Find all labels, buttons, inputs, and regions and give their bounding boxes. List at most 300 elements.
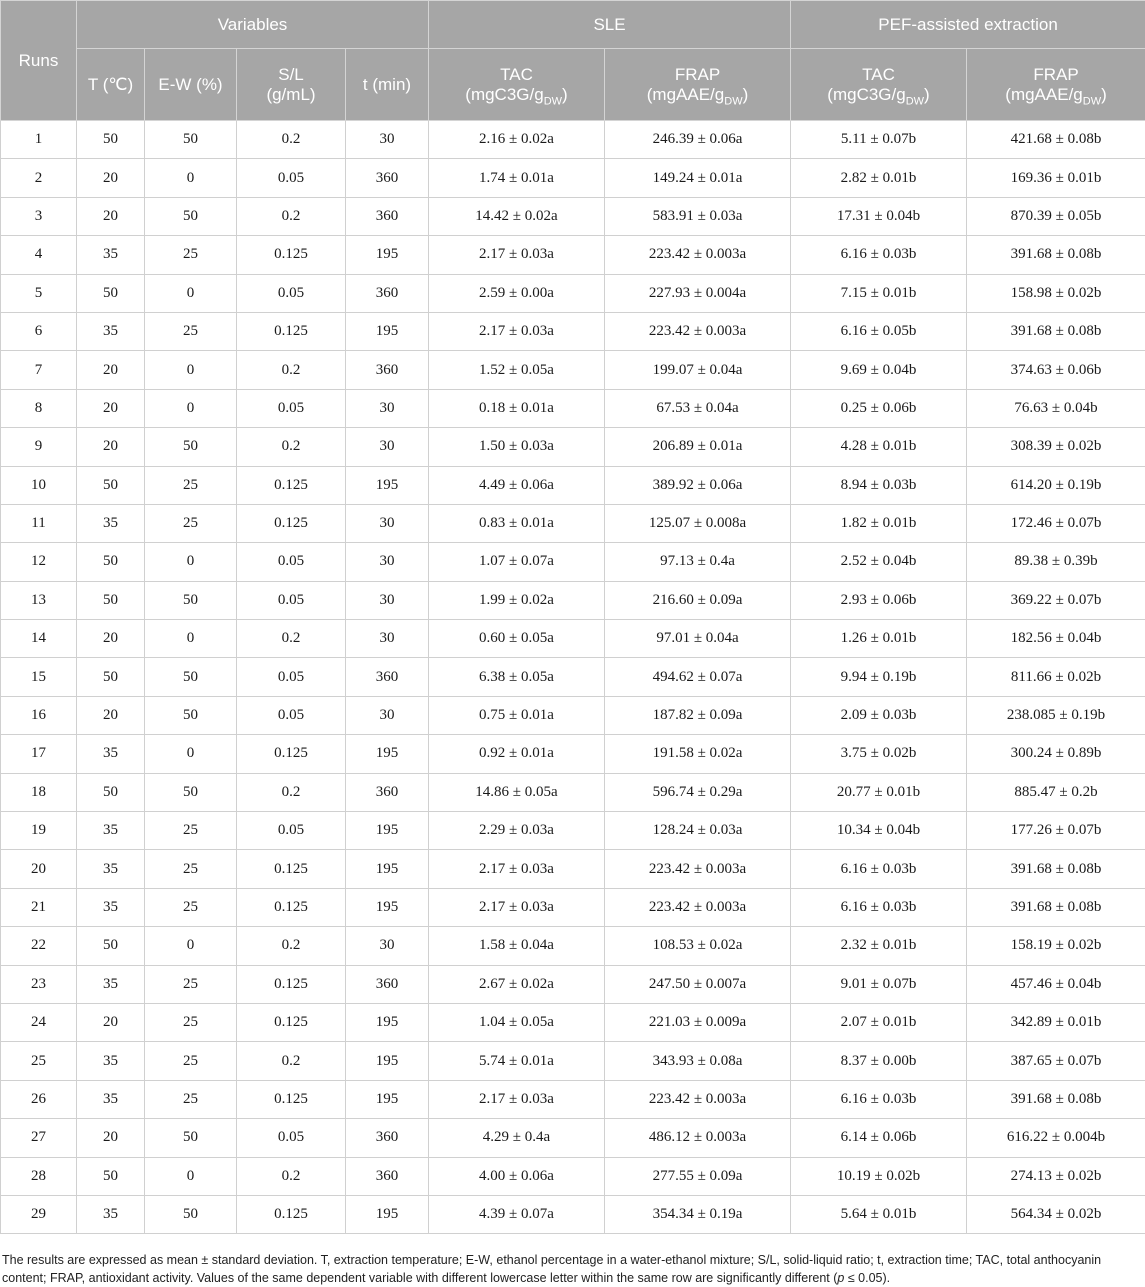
pef-tac-cell: 10.19 ± 0.02b — [791, 1157, 967, 1195]
run-cell: 27 — [1, 1119, 77, 1157]
header-tac-unit: $(mgC3G/g_{DW})$ — [791, 85, 966, 105]
time-cell: 195 — [346, 888, 429, 926]
table-row — [1, 581, 1145, 619]
table-row — [1, 312, 1145, 350]
temperature-cell: 35 — [77, 1080, 145, 1118]
solid-liquid-cell: 0.05 — [237, 696, 346, 734]
table-row — [1, 812, 1145, 850]
sle-frap-cell: 227.93 ± 0.004a — [605, 274, 791, 312]
sle-tac-cell: 1.99 ± 0.02a — [429, 581, 605, 619]
ethanol-water-cell: 0 — [145, 351, 237, 389]
temperature-cell: 35 — [77, 1042, 145, 1080]
table-row — [1, 504, 1145, 542]
run-cell: 28 — [1, 1157, 77, 1195]
pef-tac-cell: 6.14 ± 0.06b — [791, 1119, 967, 1157]
run-cell: 7 — [1, 351, 77, 389]
ethanol-water-cell: 50 — [145, 197, 237, 235]
solid-liquid-cell: 0.2 — [237, 1157, 346, 1195]
sle-frap-cell: 223.42 ± 0.003a — [605, 236, 791, 274]
header-frap-unit: $(mgAAE/g_{DW})$ — [967, 85, 1145, 105]
sle-frap-cell: 583.91 ± 0.03a — [605, 197, 791, 235]
solid-liquid-cell: 0.125 — [237, 1195, 346, 1233]
sle-tac-cell: 1.50 ± 0.03a — [429, 428, 605, 466]
temperature-cell: 50 — [77, 466, 145, 504]
header-pef-tac — [791, 49, 967, 121]
ethanol-water-cell: 50 — [145, 121, 237, 159]
ethanol-water-cell: 50 — [145, 581, 237, 619]
time-cell: 195 — [346, 812, 429, 850]
pef-tac-cell: 2.32 ± 0.01b — [791, 927, 967, 965]
pef-tac-cell: 8.37 ± 0.00b — [791, 1042, 967, 1080]
time-cell: 30 — [346, 927, 429, 965]
table-row — [1, 543, 1145, 581]
pef-frap-cell: 374.63 ± 0.06b — [967, 351, 1145, 389]
run-cell: 25 — [1, 1042, 77, 1080]
run-cell: 20 — [1, 850, 77, 888]
header-sle: SLE — [429, 1, 791, 49]
time-cell: 360 — [346, 965, 429, 1003]
time-cell: 195 — [346, 1003, 429, 1041]
sle-frap-cell: 128.24 ± 0.03a — [605, 812, 791, 850]
table-row — [1, 1195, 1145, 1233]
sle-frap-cell: 277.55 ± 0.09a — [605, 1157, 791, 1195]
run-cell: 11 — [1, 504, 77, 542]
table-header — [1, 1, 1145, 121]
sle-tac-cell: 1.58 ± 0.04a — [429, 927, 605, 965]
table-row — [1, 1003, 1145, 1041]
table-row — [1, 735, 1145, 773]
header-tac-label: TAC — [429, 65, 604, 85]
pef-tac-cell: 9.01 ± 0.07b — [791, 965, 967, 1003]
solid-liquid-cell: 0.2 — [237, 197, 346, 235]
temperature-cell: 35 — [77, 735, 145, 773]
run-cell: 13 — [1, 581, 77, 619]
temperature-cell: 50 — [77, 274, 145, 312]
pef-frap-cell: 391.68 ± 0.08b — [967, 850, 1145, 888]
solid-liquid-cell: 0.05 — [237, 543, 346, 581]
solid-liquid-cell: 0.05 — [237, 159, 346, 197]
pef-tac-cell: 0.25 ± 0.06b — [791, 389, 967, 427]
temperature-cell: 35 — [77, 1195, 145, 1233]
pef-frap-cell: 616.22 ± 0.004b — [967, 1119, 1145, 1157]
header-pef-frap — [967, 49, 1145, 121]
run-cell: 14 — [1, 620, 77, 658]
pef-frap-cell: 158.98 ± 0.02b — [967, 274, 1145, 312]
ethanol-water-cell: 0 — [145, 389, 237, 427]
temperature-cell: 50 — [77, 658, 145, 696]
time-cell: 360 — [346, 159, 429, 197]
header-runs: Runs — [1, 1, 77, 121]
table-row — [1, 696, 1145, 734]
sle-frap-cell: 125.07 ± 0.008a — [605, 504, 791, 542]
pef-tac-cell: 9.94 ± 0.19b — [791, 658, 967, 696]
time-cell: 360 — [346, 274, 429, 312]
run-cell: 10 — [1, 466, 77, 504]
pef-tac-cell: 6.16 ± 0.03b — [791, 1080, 967, 1118]
ethanol-water-cell: 50 — [145, 1119, 237, 1157]
run-cell: 8 — [1, 389, 77, 427]
solid-liquid-cell: 0.05 — [237, 274, 346, 312]
sle-tac-cell: 2.29 ± 0.03a — [429, 812, 605, 850]
time-cell: 360 — [346, 351, 429, 389]
sle-frap-cell: 199.07 ± 0.04a — [605, 351, 791, 389]
table-row — [1, 274, 1145, 312]
ethanol-water-cell: 50 — [145, 658, 237, 696]
ethanol-water-cell: 50 — [145, 696, 237, 734]
pef-frap-cell: 300.24 ± 0.89b — [967, 735, 1145, 773]
table-row — [1, 965, 1145, 1003]
ethanol-water-cell: 25 — [145, 1080, 237, 1118]
temperature-cell: 50 — [77, 927, 145, 965]
table-body — [1, 121, 1145, 1234]
run-cell: 12 — [1, 543, 77, 581]
header-time: t (min) — [346, 49, 429, 121]
ethanol-water-cell: 25 — [145, 466, 237, 504]
sle-frap-cell: 97.01 ± 0.04a — [605, 620, 791, 658]
run-cell: 2 — [1, 159, 77, 197]
table-row — [1, 351, 1145, 389]
time-cell: 30 — [346, 428, 429, 466]
header-sl-unit: (g/mL) — [237, 85, 345, 105]
table-row — [1, 389, 1145, 427]
ethanol-water-cell: 25 — [145, 812, 237, 850]
pef-frap-cell: 238.085 ± 0.19b — [967, 696, 1145, 734]
solid-liquid-cell: 0.125 — [237, 1003, 346, 1041]
solid-liquid-cell: 0.05 — [237, 1119, 346, 1157]
run-cell: 3 — [1, 197, 77, 235]
sle-frap-cell: 206.89 ± 0.01a — [605, 428, 791, 466]
time-cell: 195 — [346, 466, 429, 504]
time-cell: 360 — [346, 658, 429, 696]
pef-tac-cell: 8.94 ± 0.03b — [791, 466, 967, 504]
pef-tac-cell: 5.11 ± 0.07b — [791, 121, 967, 159]
solid-liquid-cell: 0.05 — [237, 389, 346, 427]
table-row — [1, 850, 1145, 888]
run-cell: 5 — [1, 274, 77, 312]
solid-liquid-cell: 0.2 — [237, 620, 346, 658]
sle-tac-cell: 2.16 ± 0.02a — [429, 121, 605, 159]
run-cell: 23 — [1, 965, 77, 1003]
solid-liquid-cell: 0.2 — [237, 927, 346, 965]
pef-tac-cell: 20.77 ± 0.01b — [791, 773, 967, 811]
header-frap-unit: $(mgAAE/g_{DW})$ — [605, 85, 790, 105]
sle-tac-cell: 5.74 ± 0.01a — [429, 1042, 605, 1080]
ethanol-water-cell: 50 — [145, 773, 237, 811]
sle-frap-cell: 246.39 ± 0.06a — [605, 121, 791, 159]
sle-tac-cell: 1.74 ± 0.01a — [429, 159, 605, 197]
sle-tac-cell: 2.67 ± 0.02a — [429, 965, 605, 1003]
run-cell: 26 — [1, 1080, 77, 1118]
time-cell: 30 — [346, 504, 429, 542]
sle-frap-cell: 223.42 ± 0.003a — [605, 850, 791, 888]
table-row — [1, 1042, 1145, 1080]
sle-tac-cell: 1.07 ± 0.07a — [429, 543, 605, 581]
temperature-cell: 20 — [77, 351, 145, 389]
sle-tac-cell: 2.17 ± 0.03a — [429, 850, 605, 888]
pef-frap-cell: 89.38 ± 0.39b — [967, 543, 1145, 581]
temperature-cell: 50 — [77, 773, 145, 811]
sle-tac-cell: 1.04 ± 0.05a — [429, 1003, 605, 1041]
solid-liquid-cell: 0.2 — [237, 428, 346, 466]
temperature-cell: 20 — [77, 620, 145, 658]
pef-tac-cell: 2.09 ± 0.03b — [791, 696, 967, 734]
pef-tac-cell: 10.34 ± 0.04b — [791, 812, 967, 850]
sle-tac-cell: 0.75 ± 0.01a — [429, 696, 605, 734]
sle-tac-cell: 14.86 ± 0.05a — [429, 773, 605, 811]
pef-frap-cell: 885.47 ± 0.2b — [967, 773, 1145, 811]
run-cell: 1 — [1, 121, 77, 159]
table-row — [1, 121, 1145, 159]
temperature-cell: 20 — [77, 159, 145, 197]
solid-liquid-cell: 0.125 — [237, 466, 346, 504]
header-frap-label: FRAP — [967, 65, 1145, 85]
sle-tac-cell: 0.18 ± 0.01a — [429, 389, 605, 427]
table-row — [1, 927, 1145, 965]
ethanol-water-cell: 0 — [145, 1157, 237, 1195]
sle-tac-cell: 4.39 ± 0.07a — [429, 1195, 605, 1233]
ethanol-water-cell: 0 — [145, 620, 237, 658]
header-temperature: T (℃) — [77, 49, 145, 121]
temperature-cell: 35 — [77, 504, 145, 542]
p-symbol: p — [837, 1271, 844, 1285]
ethanol-water-cell: 25 — [145, 236, 237, 274]
temperature-cell: 50 — [77, 121, 145, 159]
pef-frap-cell: 169.36 ± 0.01b — [967, 159, 1145, 197]
solid-liquid-cell: 0.125 — [237, 888, 346, 926]
ethanol-water-cell: 25 — [145, 1042, 237, 1080]
sle-tac-cell: 6.38 ± 0.05a — [429, 658, 605, 696]
pef-tac-cell: 9.69 ± 0.04b — [791, 351, 967, 389]
time-cell: 195 — [346, 1195, 429, 1233]
ethanol-water-cell: 25 — [145, 850, 237, 888]
pef-frap-cell: 870.39 ± 0.05b — [967, 197, 1145, 235]
table-row — [1, 1157, 1145, 1195]
temperature-cell: 50 — [77, 543, 145, 581]
solid-liquid-cell: 0.05 — [237, 581, 346, 619]
temperature-cell: 50 — [77, 581, 145, 619]
table-row — [1, 658, 1145, 696]
pef-frap-cell: 369.22 ± 0.07b — [967, 581, 1145, 619]
pef-tac-cell: 4.28 ± 0.01b — [791, 428, 967, 466]
header-ethanol-water: E-W (%) — [145, 49, 237, 121]
table-row — [1, 1080, 1145, 1118]
run-cell: 6 — [1, 312, 77, 350]
sle-frap-cell: 191.58 ± 0.02a — [605, 735, 791, 773]
time-cell: 30 — [346, 696, 429, 734]
pef-frap-cell: 391.68 ± 0.08b — [967, 236, 1145, 274]
pef-frap-cell: 391.68 ± 0.08b — [967, 888, 1145, 926]
sle-frap-cell: 221.03 ± 0.009a — [605, 1003, 791, 1041]
pef-tac-cell: 2.52 ± 0.04b — [791, 543, 967, 581]
time-cell: 195 — [346, 1080, 429, 1118]
sle-tac-cell: 4.29 ± 0.4a — [429, 1119, 605, 1157]
solid-liquid-cell: 0.05 — [237, 658, 346, 696]
sle-tac-cell: 2.17 ± 0.03a — [429, 236, 605, 274]
pef-frap-cell: 158.19 ± 0.02b — [967, 927, 1145, 965]
solid-liquid-cell: 0.125 — [237, 965, 346, 1003]
time-cell: 30 — [346, 121, 429, 159]
time-cell: 360 — [346, 773, 429, 811]
temperature-cell: 35 — [77, 812, 145, 850]
pef-tac-cell: 7.15 ± 0.01b — [791, 274, 967, 312]
temperature-cell: 50 — [77, 1157, 145, 1195]
run-cell: 15 — [1, 658, 77, 696]
sle-tac-cell: 0.92 ± 0.01a — [429, 735, 605, 773]
header-variables: Variables — [77, 1, 429, 49]
pef-tac-cell: 1.82 ± 0.01b — [791, 504, 967, 542]
sle-frap-cell: 187.82 ± 0.09a — [605, 696, 791, 734]
time-cell: 195 — [346, 236, 429, 274]
pef-frap-cell: 391.68 ± 0.08b — [967, 312, 1145, 350]
sle-tac-cell: 0.83 ± 0.01a — [429, 504, 605, 542]
sle-tac-cell: 14.42 ± 0.02a — [429, 197, 605, 235]
temperature-cell: 20 — [77, 197, 145, 235]
temperature-cell: 35 — [77, 888, 145, 926]
header-sle-frap — [605, 49, 791, 121]
pef-tac-cell: 5.64 ± 0.01b — [791, 1195, 967, 1233]
table-row — [1, 197, 1145, 235]
ethanol-water-cell: 0 — [145, 735, 237, 773]
ethanol-water-cell: 50 — [145, 1195, 237, 1233]
pef-tac-cell: 17.31 ± 0.04b — [791, 197, 967, 235]
ethanol-water-cell: 25 — [145, 965, 237, 1003]
pef-tac-cell: 6.16 ± 0.03b — [791, 888, 967, 926]
sle-tac-cell: 1.52 ± 0.05a — [429, 351, 605, 389]
run-cell: 16 — [1, 696, 77, 734]
pef-frap-cell: 177.26 ± 0.07b — [967, 812, 1145, 850]
sle-frap-cell: 108.53 ± 0.02a — [605, 927, 791, 965]
sle-frap-cell: 97.13 ± 0.4a — [605, 543, 791, 581]
pef-tac-cell: 6.16 ± 0.03b — [791, 236, 967, 274]
solid-liquid-cell: 0.125 — [237, 236, 346, 274]
temperature-cell: 20 — [77, 389, 145, 427]
pef-frap-cell: 564.34 ± 0.02b — [967, 1195, 1145, 1233]
solid-liquid-cell: 0.125 — [237, 850, 346, 888]
solid-liquid-cell: 0.2 — [237, 121, 346, 159]
time-cell: 30 — [346, 620, 429, 658]
pef-frap-cell: 391.68 ± 0.08b — [967, 1080, 1145, 1118]
table-row — [1, 236, 1145, 274]
table-row — [1, 1119, 1145, 1157]
ethanol-water-cell: 0 — [145, 159, 237, 197]
run-cell: 19 — [1, 812, 77, 850]
sle-frap-cell: 354.34 ± 0.19a — [605, 1195, 791, 1233]
table-row — [1, 773, 1145, 811]
sle-frap-cell: 149.24 ± 0.01a — [605, 159, 791, 197]
pef-tac-cell: 2.93 ± 0.06b — [791, 581, 967, 619]
sle-frap-cell: 389.92 ± 0.06a — [605, 466, 791, 504]
run-cell: 18 — [1, 773, 77, 811]
sle-frap-cell: 223.42 ± 0.003a — [605, 312, 791, 350]
run-cell: 24 — [1, 1003, 77, 1041]
sle-frap-cell: 494.62 ± 0.07a — [605, 658, 791, 696]
run-cell: 22 — [1, 927, 77, 965]
pef-frap-cell: 182.56 ± 0.04b — [967, 620, 1145, 658]
pef-frap-cell: 811.66 ± 0.02b — [967, 658, 1145, 696]
solid-liquid-cell: 0.125 — [237, 504, 346, 542]
header-sle-tac — [429, 49, 605, 121]
sle-tac-cell: 2.17 ± 0.03a — [429, 1080, 605, 1118]
time-cell: 360 — [346, 1157, 429, 1195]
time-cell: 195 — [346, 735, 429, 773]
header-sl-label: S/L — [237, 65, 345, 85]
solid-liquid-cell: 0.2 — [237, 773, 346, 811]
ethanol-water-cell: 0 — [145, 543, 237, 581]
time-cell: 360 — [346, 1119, 429, 1157]
pef-frap-cell: 387.65 ± 0.07b — [967, 1042, 1145, 1080]
header-solid-liquid — [237, 49, 346, 121]
temperature-cell: 20 — [77, 428, 145, 466]
sle-tac-cell: 2.17 ± 0.03a — [429, 312, 605, 350]
table-row — [1, 620, 1145, 658]
sle-tac-cell: 4.49 ± 0.06a — [429, 466, 605, 504]
sle-tac-cell: 2.59 ± 0.00a — [429, 274, 605, 312]
header-tac-label: TAC — [791, 65, 966, 85]
pef-frap-cell: 457.46 ± 0.04b — [967, 965, 1145, 1003]
time-cell: 30 — [346, 543, 429, 581]
run-cell: 17 — [1, 735, 77, 773]
header-pef: PEF-assisted extraction — [791, 1, 1145, 49]
time-cell: 195 — [346, 312, 429, 350]
solid-liquid-cell: 0.05 — [237, 812, 346, 850]
run-cell: 4 — [1, 236, 77, 274]
ethanol-water-cell: 25 — [145, 312, 237, 350]
time-cell: 30 — [346, 389, 429, 427]
solid-liquid-cell: 0.125 — [237, 312, 346, 350]
pef-frap-cell: 308.39 ± 0.02b — [967, 428, 1145, 466]
pef-frap-cell: 342.89 ± 0.01b — [967, 1003, 1145, 1041]
temperature-cell: 35 — [77, 850, 145, 888]
table-row — [1, 888, 1145, 926]
sle-frap-cell: 486.12 ± 0.003a — [605, 1119, 791, 1157]
header-tac-unit: $(mgC3G/g_{DW})$ — [429, 85, 604, 105]
pef-frap-cell: 614.20 ± 0.19b — [967, 466, 1145, 504]
sle-frap-cell: 343.93 ± 0.08a — [605, 1042, 791, 1080]
ethanol-water-cell: 0 — [145, 274, 237, 312]
pef-frap-cell: 421.68 ± 0.08b — [967, 121, 1145, 159]
pef-frap-cell: 172.46 ± 0.07b — [967, 504, 1145, 542]
solid-liquid-cell: 0.125 — [237, 1080, 346, 1118]
run-cell: 9 — [1, 428, 77, 466]
pef-tac-cell: 3.75 ± 0.02b — [791, 735, 967, 773]
time-cell: 360 — [346, 197, 429, 235]
pef-frap-cell: 76.63 ± 0.04b — [967, 389, 1145, 427]
pef-tac-cell: 1.26 ± 0.01b — [791, 620, 967, 658]
time-cell: 195 — [346, 850, 429, 888]
run-cell: 29 — [1, 1195, 77, 1233]
temperature-cell: 35 — [77, 236, 145, 274]
ethanol-water-cell: 25 — [145, 504, 237, 542]
sle-tac-cell: 2.17 ± 0.03a — [429, 888, 605, 926]
time-cell: 30 — [346, 581, 429, 619]
pef-frap-cell: 274.13 ± 0.02b — [967, 1157, 1145, 1195]
sle-tac-cell: 0.60 ± 0.05a — [429, 620, 605, 658]
ethanol-water-cell: 25 — [145, 888, 237, 926]
run-cell: 21 — [1, 888, 77, 926]
sle-frap-cell: 223.42 ± 0.003a — [605, 1080, 791, 1118]
sle-tac-cell: 4.00 ± 0.06a — [429, 1157, 605, 1195]
ethanol-water-cell: 50 — [145, 428, 237, 466]
sle-frap-cell: 223.42 ± 0.003a — [605, 888, 791, 926]
sle-frap-cell: 216.60 ± 0.09a — [605, 581, 791, 619]
pef-tac-cell: 6.16 ± 0.05b — [791, 312, 967, 350]
table-row — [1, 428, 1145, 466]
header-frap-label: FRAP — [605, 65, 790, 85]
table-row — [1, 466, 1145, 504]
pef-tac-cell: 6.16 ± 0.03b — [791, 850, 967, 888]
ethanol-water-cell: 25 — [145, 1003, 237, 1041]
ethanol-water-cell: 0 — [145, 927, 237, 965]
